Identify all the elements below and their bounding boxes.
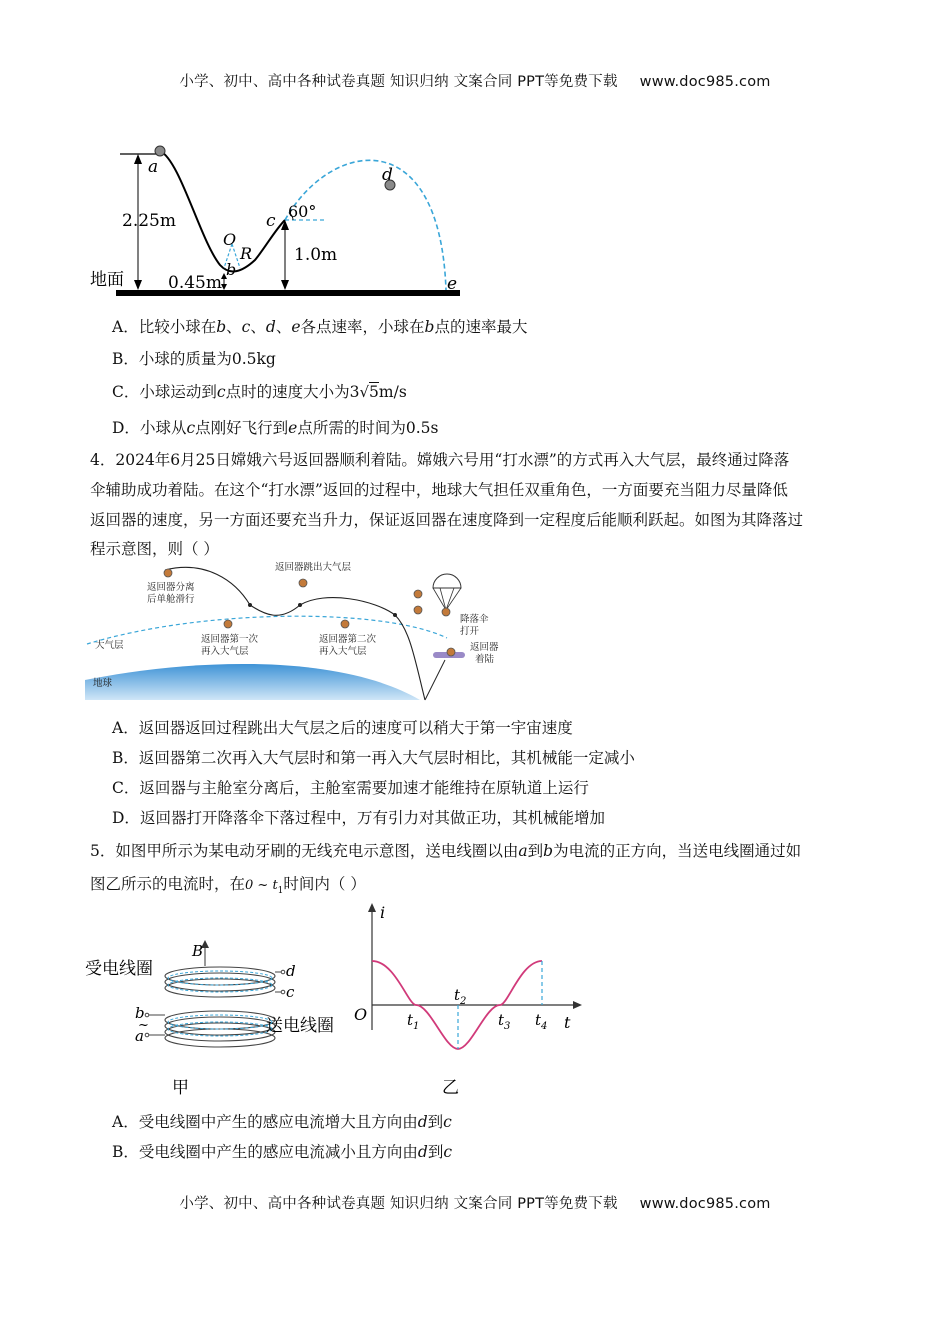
- q5-stem-line-1: 5．如图甲所示为某电动牙刷的无线充电示意图，送电线圈以由a到b为电流的正方向，当送电线圈通过如: [90, 842, 802, 860]
- svg-text:返回器跳出大气层: 返回器跳出大气层: [275, 562, 352, 573]
- label-t1: $t_1$: [407, 1011, 420, 1032]
- label-t2: $t_2$: [454, 986, 467, 1007]
- q4-option-d: D．返回器打开降落伞下落过程中，万有引力对其做正功，其机械能增加: [112, 809, 605, 827]
- label-O: O: [223, 230, 237, 249]
- current-graph: [350, 900, 590, 1100]
- capsule-icon: [341, 620, 349, 628]
- caption-jia: 甲: [172, 1078, 189, 1098]
- label-t4: $t_4$: [535, 1011, 548, 1032]
- label-angle: 60°: [288, 202, 317, 221]
- label-t: t: [564, 1013, 571, 1032]
- page-footer: [0, 1192, 950, 1213]
- footer-text: 小学、初中、高中各种试卷真题 知识归纳 文案合同 PPT等免费下载: [179, 1196, 618, 1212]
- label-c: c: [286, 983, 295, 1001]
- svg-text:返回器: 返回器: [470, 642, 499, 653]
- page-header: [0, 70, 950, 91]
- q3-option-b: B．小球的质量为0.5kg: [112, 350, 276, 368]
- svg-text:返回器第二次: 返回器第二次: [319, 634, 377, 645]
- svg-text:后单舱滑行: 后单舱滑行: [147, 594, 195, 605]
- q4-option-c: C．返回器与主舱室分离后，主舱室需要加速才能维持在原轨道上运行: [112, 779, 589, 797]
- caption-yi: 乙: [442, 1078, 459, 1098]
- label-d: d: [382, 165, 393, 185]
- label-t3: $t_3$: [498, 1011, 511, 1032]
- q4-stem-line-2: 伞辅助成功着陆。在这个“打水漂”返回的过程中，地球大气担任双重角色，一方面要充当阻力尽量降低: [90, 481, 788, 499]
- q3-option-a: A．比较小球在b、c、d、e各点速率，小球在b点的速率最大: [112, 318, 528, 336]
- label-d: d: [286, 962, 296, 980]
- capsule-icon: [414, 590, 422, 598]
- earth-shape: [85, 664, 420, 700]
- svg-text:大气层: 大气层: [95, 640, 124, 651]
- capsule-icon: [299, 579, 307, 587]
- label-b: b: [226, 260, 237, 279]
- projectile-path: [285, 160, 446, 290]
- reentry-figure: [85, 560, 515, 705]
- capsule-icon: [414, 606, 422, 614]
- parachute-icon: [433, 574, 461, 588]
- svg-text:降落伞: 降落伞: [460, 614, 489, 625]
- label-a: a: [148, 157, 159, 177]
- coil-figure: [80, 938, 350, 1103]
- q5-stem-line-2: 图乙所示的电流时，在0 ~ $t_1$时间内（ ）: [90, 875, 366, 897]
- label-send-coil: 送电线圈: [266, 1016, 334, 1036]
- label-i: i: [380, 903, 386, 922]
- label-h-a: 2.25m: [122, 211, 176, 231]
- q4-stem-line-1: 4．2024年6月25日嫦娥六号返回器顺利着陆。嫦娥六号用“打水漂”的方式再入大气层，最终通过降落: [90, 451, 790, 469]
- track-figure: [80, 140, 480, 305]
- svg-text:着陆: 着陆: [475, 654, 495, 665]
- q4-option-b: B．返回器第二次再入大气层时和第一再入大气层时相比，其机械能一定减小: [112, 749, 635, 767]
- label-c: c: [266, 211, 276, 231]
- q3-option-c: C．小球运动到c点时的速度大小为3√5m/s: [112, 383, 407, 401]
- label-B: B: [192, 942, 204, 960]
- svg-text:返回器分离: 返回器分离: [147, 582, 195, 593]
- atmosphere-line: [87, 616, 447, 644]
- svg-text:再入大气层: 再入大气层: [319, 646, 367, 657]
- label-receive-coil: 受电线圈: [85, 959, 153, 979]
- q4-stem-line-4: 程示意图，则（ ）: [90, 540, 219, 558]
- label-ground: 地面: [90, 270, 124, 290]
- capsule-icon: [164, 569, 172, 577]
- label-h-b: 0.45m: [168, 273, 222, 293]
- label-R: R: [240, 244, 253, 263]
- label-b: b: [135, 1004, 145, 1022]
- ac-symbol: ~: [138, 1018, 149, 1033]
- header-site: www.doc985.com: [639, 74, 771, 90]
- label-e: e: [447, 274, 458, 294]
- svg-text:返回器第一次: 返回器第一次: [201, 634, 259, 645]
- q5-option-b: B．受电线圈中产生的感应电流减小且方向由d到c: [112, 1143, 453, 1161]
- q5-option-a: A．受电线圈中产生的感应电流增大且方向由d到c: [112, 1113, 452, 1131]
- q4-stem-line-3: 返回器的速度，另一方面还要充当升力，保证返回器在速度降到一定程度后能顺利跃起。如图为其降落过: [90, 511, 804, 529]
- ball-a: [155, 146, 165, 156]
- footer-site: www.doc985.com: [639, 1196, 771, 1212]
- capsule-icon: [224, 620, 232, 628]
- svg-text:地球: 地球: [93, 678, 113, 689]
- svg-text:打开: 打开: [460, 626, 480, 637]
- label-a: a: [135, 1027, 144, 1045]
- label-O: O: [354, 1005, 368, 1024]
- q3-option-d: D．小球从c点刚好飞行到e点所需的时间为0.5s: [112, 419, 439, 437]
- q4-option-a: A．返回器返回过程跳出大气层之后的速度可以稍大于第一宇宙速度: [112, 719, 573, 737]
- label-h-c: 1.0m: [294, 245, 338, 265]
- svg-text:再入大气层: 再入大气层: [201, 646, 249, 657]
- header-text: 小学、初中、高中各种试卷真题 知识归纳 文案合同 PPT等免费下载: [179, 74, 618, 90]
